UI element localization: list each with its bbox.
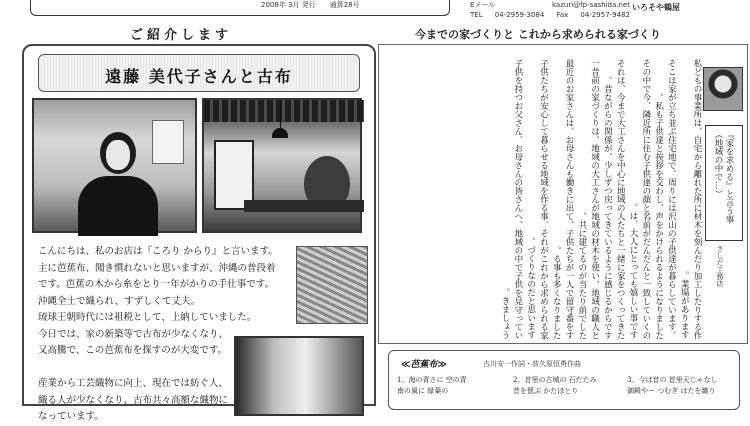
phone-row [470, 10, 630, 20]
verse-1: 1、海の青さに 空の青 南の風に 緑葉の [397, 376, 467, 395]
song-title: ≪芭蕉布≫ [401, 360, 447, 370]
shop-interior-photo [202, 98, 362, 233]
left-article-panel [22, 44, 376, 422]
body-line: 琉球王朝時代には祖税として、上納していました。 [38, 312, 257, 323]
lamp-cord [280, 100, 281, 130]
email-row [470, 0, 630, 10]
masthead-box [30, 0, 450, 16]
article-title-banner [38, 54, 360, 92]
body-line: 今日では、家の新築等で古布が少なくなり、 [38, 328, 229, 340]
person-face [106, 140, 130, 170]
tel-label: TEL [470, 11, 483, 19]
right-article-heading: 今までの家づくりと これから求められる家づくり [415, 28, 661, 41]
body-line: 産業から工芸織物に向上、現在では紡ぐ人、 [38, 378, 229, 389]
fax-number: 04-2957-9482 [580, 11, 630, 19]
contact-info [470, 0, 630, 20]
verse-2: 2、首里の古城の 石だたみ 昔を偲ぶ かたほとり [513, 376, 597, 395]
pendant-lamp [272, 128, 288, 138]
article-subtitle-box [705, 125, 743, 241]
tel-number: 04-2959-3084 [494, 11, 545, 19]
issue-info: 2008年 3月 発行 通算28号 [261, 1, 360, 9]
article-subtitle: 『家を求める』と言う事（地域の中で…） [713, 130, 734, 224]
publisher-logo: いろそや鶴屋 [632, 3, 680, 12]
vertical-text-area [385, 51, 703, 339]
article-paragraph: 最近のお家さんは、お母さんも働きに出て、子供たちが一人で留守番をする事も多くなりました。 [551, 58, 575, 339]
stairway-photo [234, 336, 364, 416]
article-paragraph: それは、今まで大工さんを中心に地域の人たちと一緒に家をつくってきた昔ながらの関係が、少しずつ戻ってきているように感じるからです。 [602, 58, 626, 339]
body-line: 沖縄全土で織られ、すずしくて丈夫。 [38, 295, 201, 307]
article-paragraph: そこは家が立ち並ぶ住宅地で、周りには沢山の子供達が暮らしています。私も子供達と挨拶を交わし、声をかけられるようになりました。 [653, 58, 677, 339]
article-paragraph: 一昔前の家づくりは、地域の大工さんが地域の材木を使い、地域の職人と共に建てるのが当たり前でした。 [576, 58, 600, 339]
email-address[interactable]: kazuri@fp-sashida.net [552, 1, 630, 9]
body-line: 又高騰で、この芭蕉布を探すのが大変です。 [38, 345, 228, 356]
ceiling-beams [204, 100, 364, 122]
person-body [78, 176, 158, 236]
article-paragraph: 私どもの事業所は、自宅から離れた所に材木を刻んだり加工したりする作業場があります。 [679, 58, 702, 339]
wall-poster [152, 120, 184, 164]
vertical-article-text [498, 51, 703, 339]
article-paragraph: 子供たちが安心して暮らせる地域を作る事、それがこれから求められる家づくりなのだと思います。 [525, 58, 549, 339]
body-line: 織る人が少なくなり、古布共々高額な織物に [38, 394, 229, 406]
section-heading: ご紹介します [130, 28, 233, 43]
article-paragraph: 子供を持つお父さん、お母さんの皆さんへ、地域の中で子供を見守っていきましょう。 [500, 58, 523, 339]
right-article-panel [378, 44, 748, 344]
song-credits: 古川安一作詞・普久原恒勇作曲 [483, 360, 581, 368]
song-lyrics-box [388, 350, 740, 410]
body-line: 主に芭蕉布、聞き慣れないと思いますが、沖縄の普段着 [38, 262, 276, 274]
fax-label: Fax [556, 11, 569, 19]
counter [244, 200, 364, 212]
portrait-photo [32, 98, 197, 233]
fabric-photo [296, 246, 368, 324]
article-title: 遠藤 美代子さんと古布 [105, 67, 293, 86]
author-caption: さしだ工務店 [716, 245, 724, 287]
email-label: Eメール [470, 1, 496, 9]
verse-3: 3、今は昔の 首里天じゃなし 御殿やー つむぎ はたを織り [627, 376, 718, 395]
author-photo [703, 67, 743, 111]
body-line: なっています。 [38, 411, 104, 422]
body-line: です。芭蕉の木から糸をとり一年がかりの手仕事です。 [38, 279, 274, 290]
body-line: こんにちは、私のお店は『ころり からり』と言います。 [38, 246, 278, 257]
article-paragraph: その中で今、隣近所に住む子供達の顔と名前がだんだんと一致していくのは、大人にとっても嬉しい事です。 [628, 58, 651, 339]
